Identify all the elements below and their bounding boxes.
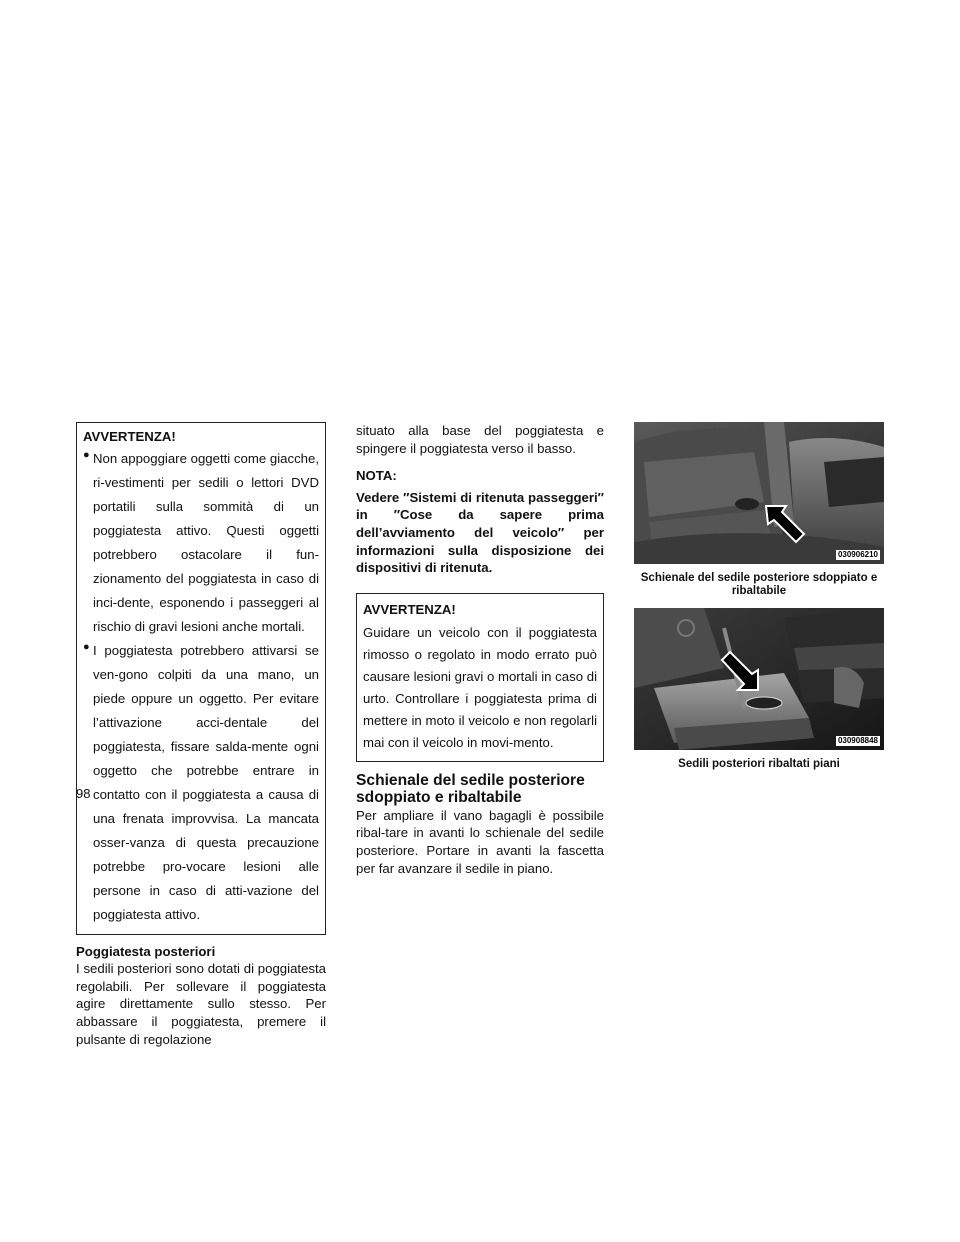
continued-text: situato alla base del poggiatesta e spingere il poggiatesta verso il basso. bbox=[356, 423, 604, 456]
figure-caption: Schienale del sedile posteriore sdoppiato e ribaltabile bbox=[640, 572, 878, 597]
warning-box-headrest-removed bbox=[356, 593, 604, 762]
seatback-illustration bbox=[634, 422, 884, 564]
figure-code: 030908848 bbox=[837, 736, 878, 745]
warning-title: AVVERTENZA! bbox=[363, 601, 456, 617]
page-number: 98 bbox=[76, 786, 91, 801]
warning-bullet bbox=[83, 639, 319, 927]
figure-fold-flat-photo bbox=[634, 608, 884, 750]
left-column bbox=[76, 422, 326, 1048]
figure-code: 030906210 bbox=[837, 550, 878, 559]
middle-column bbox=[356, 422, 604, 877]
figure-caption: Sedili posteriori ribaltati piani bbox=[678, 758, 840, 770]
note-title: NOTA: bbox=[356, 468, 397, 484]
right-column bbox=[634, 422, 884, 771]
warning-title: AVVERTENZA! bbox=[83, 429, 176, 444]
bullet-icon: ● bbox=[83, 640, 90, 653]
heading-text: Per ampliare il vano bagagli è possibile ribal-tare in avanti lo schienale del sedile posteriore. Portare in avanti la fascetta per far avanzare il sedile in piano. bbox=[356, 807, 604, 876]
warning-box-headrest bbox=[76, 422, 326, 935]
warning-bullet-text: I poggiatesta potrebbero attivarsi se ven-gono colpiti da una mano, un piede oppure un oggetto. Per evitare l’attivazione acci-dentale del poggiatesta, fissare salda-mente ogni oggetto che potrebbe entrare in contatto con il poggiatesta a causa di una frenata improvvisa. La mancata osser-vanza di questa precauzione potrebbe pro-vocare lesioni alle persone in caso di atti-vazione del poggiatesta attivo. bbox=[93, 642, 319, 922]
fold-flat-illustration bbox=[634, 608, 884, 750]
figure-split-seatback-photo bbox=[634, 422, 884, 564]
note-text: Vedere ″Sistemi di ritenuta passeggeri″ in ″Cose da sapere prima dell’avviamento del veicolo″ per informazioni sulla disposizione dei dispositivi di ritenuta. bbox=[356, 489, 604, 576]
section-text-rear-headrests: I sedili posteriori sono dotati di poggiatesta regolabili. Per sollevare il poggiatesta agire direttamente sullo stesso. Per abbassare il poggiatesta, premere il pulsante di regolazione bbox=[76, 961, 326, 1047]
warning-bullet bbox=[83, 447, 319, 639]
heading-split-folding-seatback: Schienale del sedile posteriore sdoppiato e ribaltabile bbox=[356, 771, 585, 806]
warning-text: Guidare un veicolo con il poggiatesta rimosso o regolato in modo errato può causare lesioni gravi o mortali in caso di urto. Controllare i poggiatesta prima di mettere in moto il veicolo e non regolarli mai con il veicolo in movi-mento. bbox=[363, 624, 597, 750]
warning-bullet-text: Non appoggiare oggetti come giacche, ri-vestimenti per sedili o lettori DVD portatili sulla sommità di un poggiatesta attivo. Questi oggetti potrebbero ostacolare il fun-zionamento del poggiatesta in caso di inci-dente, esponendo i passeggeri al rischio di gravi lesioni anche mortali. bbox=[93, 450, 319, 634]
section-title-rear-headrests: Poggiatesta posteriori bbox=[76, 943, 216, 959]
bullet-icon: ● bbox=[83, 448, 90, 461]
